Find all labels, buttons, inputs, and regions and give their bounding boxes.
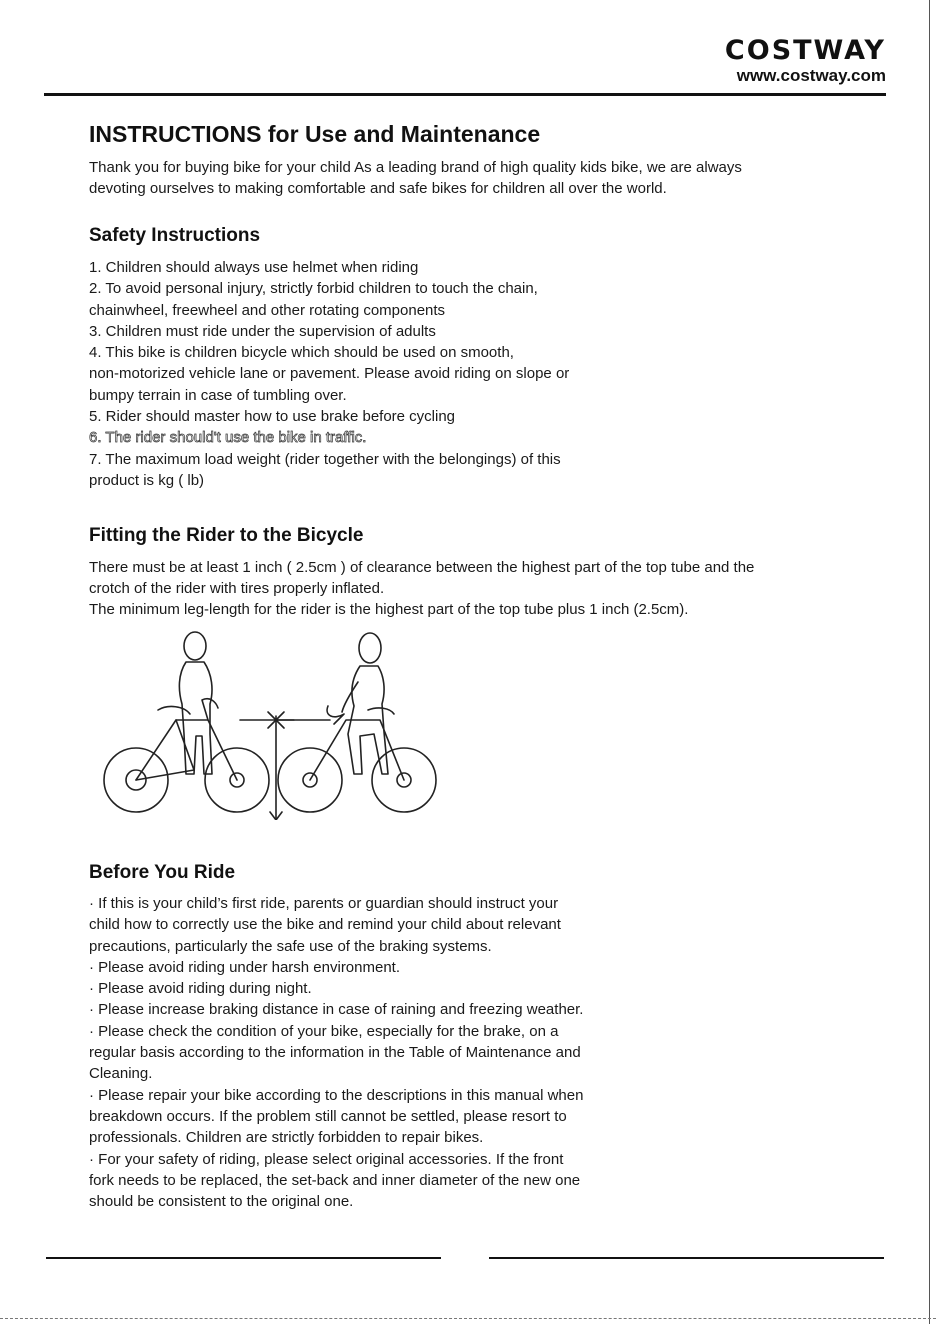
before-ride-line: should be consistent to the original one.: [89, 1193, 354, 1211]
right-rider-arm: [342, 682, 358, 712]
intro-line: Thank you for buying bike for your child As a leading brand of high quality kids bike, we are always: [89, 159, 742, 176]
right-bike-frame: [310, 720, 404, 780]
footer-rule-right: [489, 1257, 884, 1259]
header-rule: [44, 93, 886, 96]
safety-line: 4. This bike is children bicycle which should be used on smooth,: [89, 344, 514, 362]
page-title: INSTRUCTIONS for Use and Maintenance: [89, 121, 541, 147]
before-ride-line: regular basis according to the information in the Table of Maintenance and: [89, 1044, 581, 1062]
brand-logo: COSTWAY: [724, 35, 886, 66]
safety-line: product is kg ( lb): [89, 471, 205, 489]
before-ride-line: breakdown occurs. If the problem still cannot be settled, please resort to: [89, 1107, 567, 1125]
safety-line: 2. To avoid personal injury, strictly forbid children to touch the chain,: [89, 280, 538, 298]
fitting-paragraph: [89, 557, 754, 620]
safety-line: 7. The maximum load weight (rider together with the belongings) of this: [89, 450, 561, 468]
before-ride-line: · Please avoid riding during night.: [89, 980, 312, 998]
page-cut-line: [0, 1318, 936, 1319]
safety-line: chainwheel, freewheel and other rotating components: [89, 301, 446, 319]
before-ride-line: · Please avoid riding under harsh environment.: [89, 958, 401, 976]
safety-line: non-motorized vehicle lane or pavement. Please avoid riding on slope or: [89, 365, 570, 383]
safety-line-traffic: 6. The rider should't use the bike in traffic.: [89, 429, 367, 447]
before-ride-line: child how to correctly use the bike and remind your child about relevant: [89, 916, 561, 934]
safety-line: bumpy terrain in case of tumbling over.: [89, 386, 347, 404]
before-ride-line: precautions, particularly the safe use of the braking systems.: [89, 937, 492, 955]
fitting-heading: Fitting the Rider to the Bicycle: [89, 525, 364, 546]
before-ride-line: Cleaning.: [89, 1065, 153, 1083]
before-ride-line: professionals. Children are strictly forbidden to repair bikes.: [89, 1129, 484, 1147]
before-ride-line: · For your safety of riding, please select original accessories. If the front: [89, 1150, 564, 1168]
brand-url: www.costway.com: [736, 66, 886, 85]
before-ride-line: · Please increase braking distance in case of raining and freezing weather.: [89, 1001, 584, 1019]
safety-line: 5. Rider should master how to use brake before cycling: [89, 408, 456, 426]
fitting-line: The minimum leg-length for the rider is the highest part of the top tube plus 1 inch (2.5cm).: [89, 601, 689, 618]
right-bike-handlebar: [327, 706, 344, 724]
before-ride-line: · Please repair your bike according to the descriptions in this manual when: [89, 1086, 584, 1104]
before-ride-line: fork needs to be replaced, the set-back and inner diameter of the new one: [89, 1171, 581, 1189]
left-rider-head: [184, 632, 206, 660]
safety-heading: Safety Instructions: [89, 225, 261, 246]
fitting-line: crotch of the rider with tires properly inflated.: [89, 580, 385, 597]
brand-block: [725, 36, 886, 86]
before-ride-heading: Before You Ride: [89, 862, 236, 883]
before-ride-list: [89, 893, 583, 1212]
page-border-right: [929, 0, 930, 1324]
before-ride-line: · If this is your child’s first ride, parents or guardian should instruct your: [89, 895, 559, 912]
left-bike-saddle: [158, 707, 190, 714]
fitting-line: There must be at least 1 inch ( 2.5cm ) of clearance between the highest part of the top tube and the: [89, 559, 755, 576]
before-ride-line: · Please check the condition of your bike, especially for the brake, on a: [89, 1022, 559, 1040]
safety-list: [89, 257, 569, 491]
rider-fitting-illustration: [98, 624, 444, 820]
intro-paragraph: [89, 157, 742, 199]
right-bike-saddle: [368, 708, 394, 714]
safety-line: 1. Children should always use helmet when riding: [89, 259, 419, 276]
right-rider-head: [359, 633, 381, 663]
footer-rule-left: [46, 1257, 441, 1259]
safety-line: 3. Children must ride under the supervision of adults: [89, 322, 436, 340]
intro-line: devoting ourselves to making comfortable and safe bikes for children all over the world.: [89, 180, 667, 197]
